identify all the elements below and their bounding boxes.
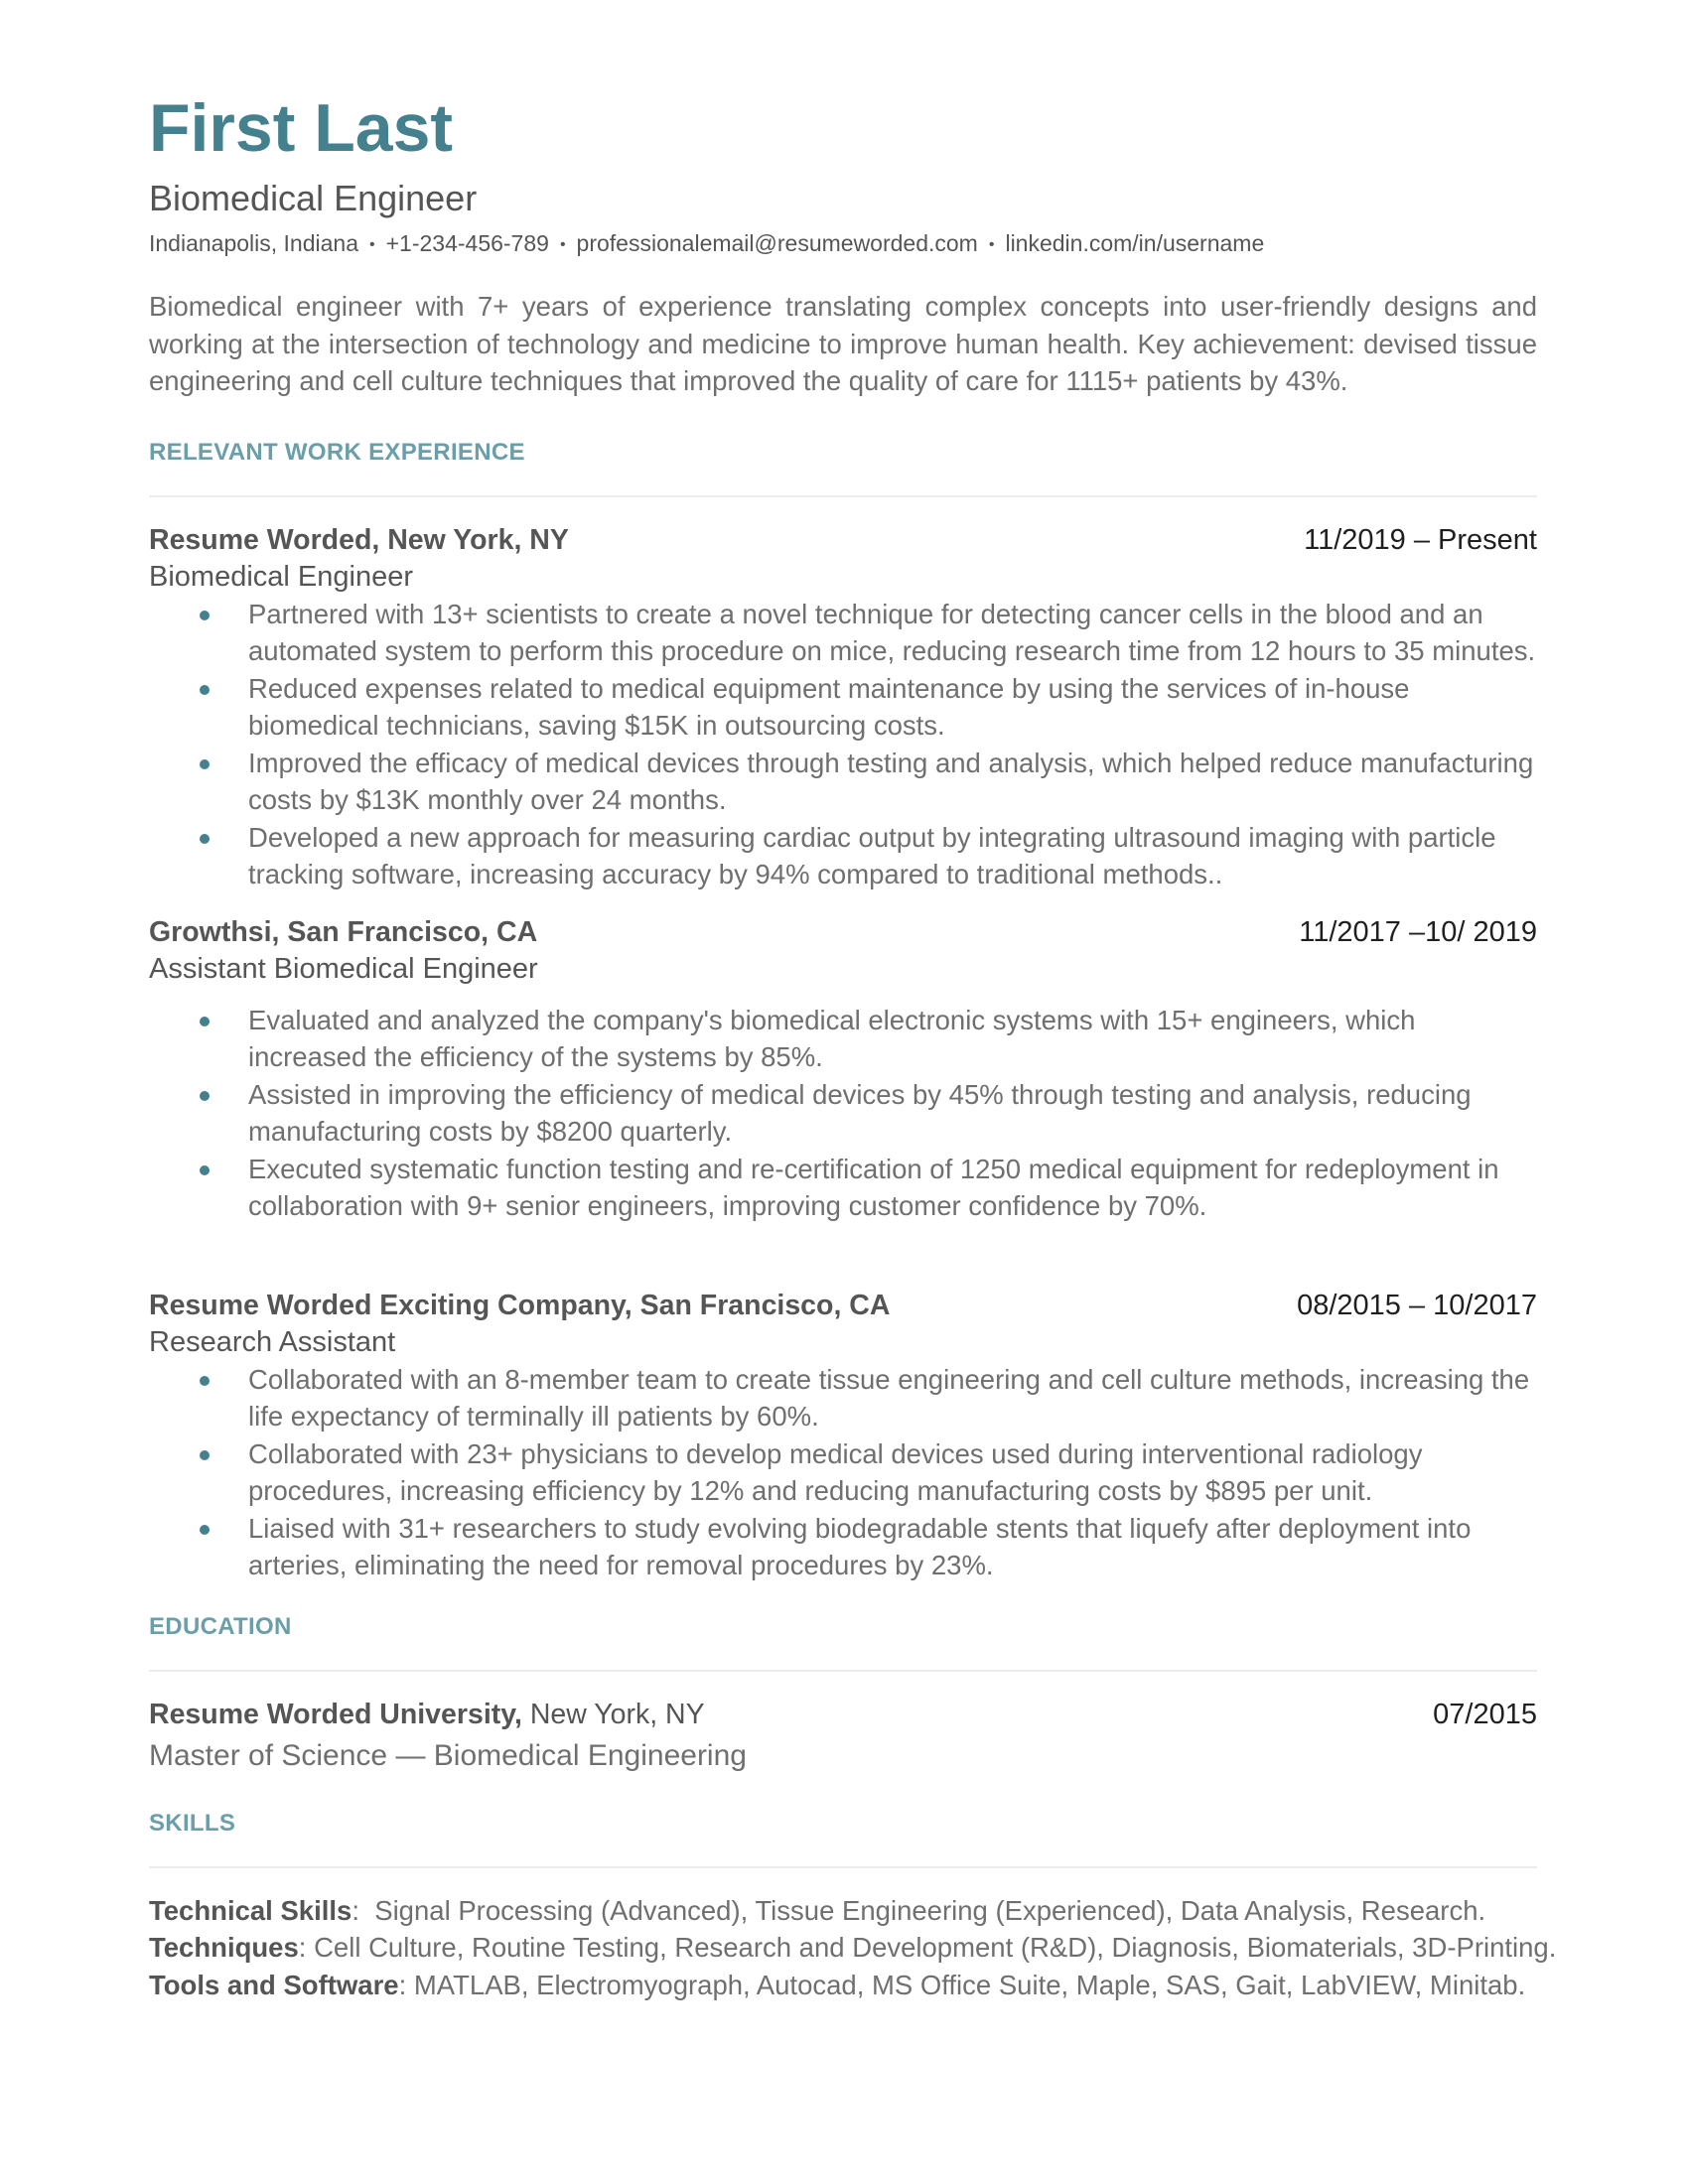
contact-separator: •: [988, 236, 995, 253]
skills-separator: :: [352, 1894, 375, 1926]
bullet-dot: [200, 611, 210, 620]
bullet-dot: [200, 685, 210, 695]
bullet-dot: [200, 759, 210, 769]
bullet-dot: [200, 834, 210, 844]
job-bullet: [149, 1002, 1537, 1076]
bullet-text: Evaluated and analyzed the company's biomedical electronic systems with 15+ engineers, which increased the efficiency of the systems by 85%.: [248, 1004, 1416, 1072]
bullet-text: Improved the efficacy of medical devices through testing and analysis, which helped reduce manufacturing costs by $13K monthly over 24 months.: [248, 747, 1534, 815]
section-divider: [149, 1670, 1537, 1672]
candidate-title: Biomedical Engineer: [149, 178, 478, 218]
skills-value: Cell Culture, Routine Testing, Research and Development (R&D), Diagnosis, Biomaterials, 3D-Printing.: [314, 1932, 1557, 1963]
skills-label: Tools and Software: [149, 1969, 399, 2000]
job-bullet: [149, 1510, 1537, 1584]
bullet-text: Executed systematic function testing and re-certification of 1250 medical equipment for redeployment in collaboration with 9+ senior engineers, improving customer confidence by 70%.: [248, 1153, 1499, 1221]
experience-heading: RELEVANT WORK EXPERIENCE: [149, 438, 525, 466]
contact-line: [149, 228, 1537, 260]
job-bullet: [149, 1435, 1537, 1510]
job-entry: [149, 522, 1537, 893]
job-company: Resume Worded Exciting Company, San Francisco, CA: [149, 1289, 891, 1321]
job-dates: 11/2017 –10/ 2019: [1299, 915, 1537, 948]
job-bullet: [149, 1076, 1537, 1151]
education-date: 07/2015: [1433, 1698, 1537, 1730]
bullet-text: Assisted in improving the efficiency of medical devices by 45% through testing and analysis, reducing manufacturing costs by $8200 quarterly.: [248, 1078, 1472, 1147]
bullet-dot: [200, 1450, 210, 1460]
skills-list: [149, 1892, 1557, 2004]
bullet-dot: [200, 1376, 210, 1386]
job-header: [149, 914, 1537, 950]
job-header: [149, 1288, 1537, 1323]
bullet-text: Developed a new approach for measuring cardiac output by integrating ultrasound imaging with particle tracking software, increasing accuracy by 94% compared to traditional methods..: [248, 821, 1496, 889]
job-bullet: [149, 1151, 1537, 1225]
contact-email[interactable]: professionalemail@resumeworded.com: [576, 230, 978, 256]
education-heading: EDUCATION: [149, 1612, 292, 1640]
job-bullet: [149, 596, 1537, 670]
bullet-text: Liaised with 31+ researchers to study evolving biodegradable stents that liquefy after deployment into arteries, eliminating the need for removal procedures by 23%.: [248, 1512, 1472, 1580]
education-header: [149, 1697, 1537, 1732]
job-dates: 08/2015 – 10/2017: [1297, 1289, 1537, 1321]
bullet-text: Collaborated with 23+ physicians to develop medical devices used during interventional radiology procedures, increasing efficiency by 12% and reducing manufacturing costs by $895 per unit.: [248, 1437, 1423, 1506]
job-bullets: [149, 596, 1537, 893]
education-school: Resume Worded University,: [149, 1698, 522, 1730]
job-bullet: [149, 1361, 1537, 1435]
education-entry: [149, 1697, 1537, 1776]
skills-value: Signal Processing (Advanced), Tissue Engineering (Experienced), Data Analysis, Research.: [374, 1894, 1486, 1926]
skills-value: MATLAB, Electromyograph, Autocad, MS Office Suite, Maple, SAS, Gait, LabVIEW, Minitab.: [413, 1969, 1526, 2000]
skills-label: Techniques: [149, 1932, 299, 1963]
skills-row: [149, 1892, 1537, 1930]
job-dates: 11/2019 – Present: [1304, 523, 1537, 556]
resume-content: [149, 87, 1557, 2003]
education-school-line: [149, 1697, 705, 1732]
bullet-dot: [200, 1091, 210, 1101]
contact-separator: •: [559, 236, 566, 253]
contact-separator: •: [369, 236, 375, 253]
contact-linkedin[interactable]: linkedin.com/in/username: [1005, 230, 1265, 256]
contact-phone: +1-234-456-789: [385, 230, 549, 256]
skills-label: Technical Skills: [149, 1894, 352, 1926]
job-bullets: [149, 1002, 1537, 1225]
education-location: New York, NY: [529, 1698, 705, 1730]
job-company: Growthsi, San Francisco, CA: [149, 915, 538, 948]
skills-separator: :: [298, 1932, 315, 1963]
job-bullet: [149, 670, 1537, 745]
job-role: Research Assistant: [149, 1325, 396, 1358]
skills-separator: :: [398, 1969, 414, 2000]
professional-summary: Biomedical engineer with 7+ years of experience translating complex concepts into user-friendly designs and working at the intersection of technology and medicine to improve human health. Key achievement: devised tissue engineering and cell culture techniques that improved the quality of care for 1115+ patients by 43%.: [149, 291, 1537, 396]
job-header: [149, 522, 1537, 558]
bullet-dot: [200, 1165, 210, 1175]
job-role: Assistant Biomedical Engineer: [149, 952, 538, 985]
skills-heading: SKILLS: [149, 1809, 236, 1837]
bullet-text: Partnered with 13+ scientists to create a novel technique for detecting cancer cells in the blood and an automated system to perform this procedure on mice, reducing research time from 12 hours to 35 minutes.: [248, 598, 1536, 666]
section-divider: [149, 1866, 1537, 1868]
education-degree: Master of Science — Biomedical Engineering: [149, 1738, 747, 1772]
skills-row: [149, 1929, 1557, 1967]
job-entry: [149, 914, 1537, 1225]
job-role: Biomedical Engineer: [149, 560, 413, 593]
bullet-text: Collaborated with an 8-member team to create tissue engineering and cell culture methods, increasing the life expectancy of terminally ill patients by 60%.: [248, 1363, 1530, 1432]
job-company: Resume Worded, New York, NY: [149, 523, 569, 556]
job-bullets: [149, 1361, 1537, 1584]
job-entry: [149, 1288, 1537, 1584]
bullet-dot: [200, 1017, 210, 1026]
bullet-dot: [200, 1525, 210, 1535]
contact-location: Indianapolis, Indiana: [149, 230, 358, 256]
skills-row: [149, 1967, 1537, 2004]
job-bullet: [149, 745, 1537, 819]
section-divider: [149, 495, 1537, 497]
bullet-text: Reduced expenses related to medical equipment maintenance by using the services of in-house biomedical technicians, saving $15K in outsourcing costs.: [248, 672, 1410, 741]
candidate-name: First Last: [149, 90, 454, 166]
job-bullet: [149, 819, 1537, 893]
